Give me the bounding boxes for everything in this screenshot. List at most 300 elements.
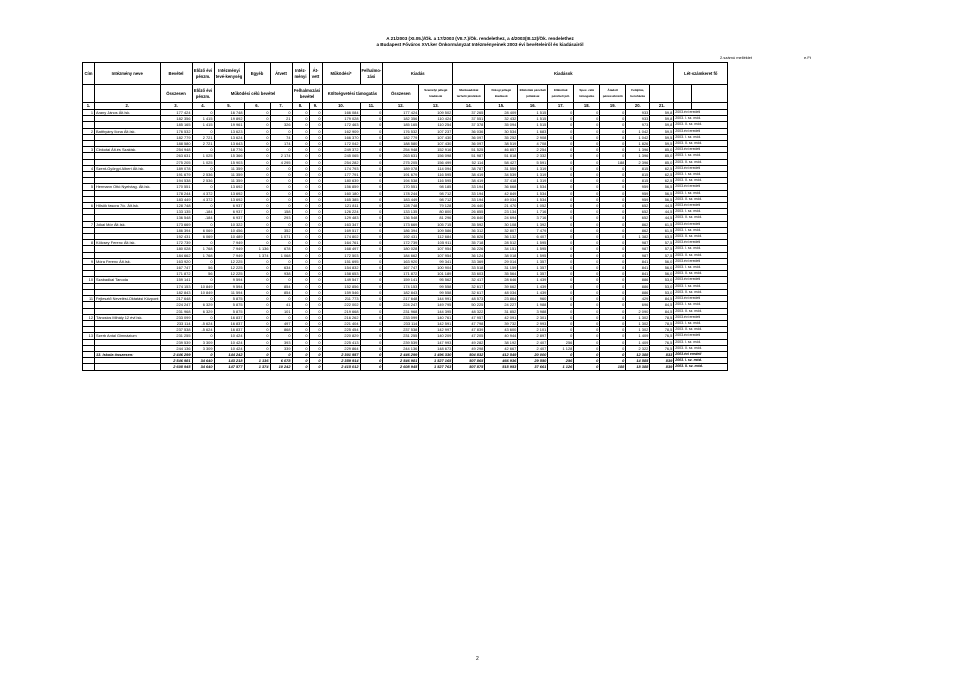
cell-value: 0 (360, 289, 383, 295)
cell-value: 0 (244, 283, 270, 289)
cell-value: 31 559 (485, 165, 518, 171)
cell-value: 2 536 (192, 178, 214, 184)
cell-value: 0 (244, 184, 270, 190)
cell-value: 10 424 (214, 333, 244, 339)
cell-value: 1 302 (626, 314, 650, 320)
cell-value: 76,5 (650, 333, 674, 339)
cell-value: 0 (292, 265, 309, 271)
cell-value: 0 (574, 116, 600, 122)
cell-value: 35 252 (485, 134, 518, 140)
version-label: 2003.évi eredeti (674, 240, 728, 246)
cell-value: 0 (244, 190, 270, 196)
cell-value: 80 800 (419, 209, 453, 215)
cell-value: 211 773 (322, 296, 360, 302)
cell-value: 177 424 (160, 110, 192, 116)
cell-value: 0 (270, 147, 292, 153)
cell-value: 0 (574, 203, 600, 209)
cell-value: 172 042 (322, 141, 360, 147)
cell-value: 0 (574, 234, 600, 240)
cell-value: 0 (574, 339, 600, 345)
row-number: 3 (83, 147, 95, 153)
cell-value: 1 136 (244, 358, 270, 364)
cell-value: 3 309 (192, 345, 214, 351)
cell-value: 51 987 (453, 153, 485, 159)
cell-value: 841 (626, 258, 650, 264)
cell-value: 36 132 (485, 234, 518, 240)
cell-value: 231 255 (160, 333, 192, 339)
cell-value: 38 419 (453, 172, 485, 178)
version-label: 2003. II. sz. mód. (674, 271, 728, 277)
cell-value: 0 (600, 358, 626, 364)
cell-value: 0 (600, 141, 626, 147)
cell-value: 0 (360, 302, 383, 308)
column-number: 18. (574, 103, 600, 110)
cell-value: 78,5 (650, 314, 674, 320)
cell-value: 4 372 (192, 196, 214, 202)
cell-value: 263 631 (383, 153, 419, 159)
column-number: 15. (485, 103, 518, 110)
cell-value: 38 519 (485, 141, 518, 147)
cell-value: 136 548 (160, 215, 192, 221)
cell-value: 36 312 (453, 227, 485, 233)
cell-value: 0 (292, 234, 309, 240)
cell-value: 85,0 (650, 159, 674, 165)
cell-value: 10 424 (214, 339, 244, 345)
cell-value: 0 (600, 252, 626, 258)
cell-value: 21 470 (485, 203, 518, 209)
cell-value: 0 (574, 196, 600, 202)
cell-value: 0 (270, 277, 292, 283)
cell-value: 0 (360, 252, 383, 258)
cell-value: 2 174 (270, 153, 292, 159)
cell-value: 56,0 (650, 258, 674, 264)
cell-value: 0 (600, 227, 626, 233)
cell-value: 38 419 (453, 178, 485, 184)
row-number: 2 (83, 128, 95, 134)
cell-value: 224 247 (383, 302, 419, 308)
cell-value: 166 084 (322, 110, 360, 116)
cell-value: 99 558 (419, 283, 453, 289)
column-number: 10. (322, 103, 360, 110)
cell-value: 0 (244, 110, 270, 116)
cell-value: 0 (244, 153, 270, 159)
cell-value: 1 595 (518, 240, 548, 246)
column-number-row (83, 103, 728, 110)
row-number: 9 (83, 258, 95, 264)
cell-value: 0 (292, 190, 309, 196)
cell-value: 7 949 (214, 246, 244, 252)
col-kiadas: Kiadás (383, 63, 453, 85)
cell-value: 62,5 (650, 172, 674, 178)
version-label: 2003. II. sz. mód. (674, 234, 728, 240)
cell-value: 237 538 (160, 327, 192, 333)
cell-value: 98 712 (419, 190, 453, 196)
cell-value: 0 (192, 110, 214, 116)
cell-value: 0 (360, 203, 383, 209)
cell-value: 28 512 (485, 240, 518, 246)
cell-value: 0 (309, 271, 322, 277)
version-label: 2003. II. sz. mód. (674, 308, 728, 314)
cell-value: 5 591 (518, 159, 548, 165)
cell-value: 0 (244, 221, 270, 227)
cell-value: 219 668 (322, 308, 360, 314)
cell-value: 59,5 (650, 141, 674, 147)
cell-value: 30 534 (485, 128, 518, 134)
cell-value: 6 069 (192, 234, 214, 240)
cell-value: 38 192 (485, 339, 518, 345)
cell-value: 35 592 (453, 221, 485, 227)
cell-value: 987 (626, 240, 650, 246)
cell-value: 0 (360, 122, 383, 128)
cell-value: 0 (192, 314, 214, 320)
cell-value: 0 (309, 147, 322, 153)
cell-value: 0 (600, 215, 626, 221)
cell-value: 0 (600, 327, 626, 333)
institution-name: Arany János Ált.Isk. (95, 110, 161, 116)
cell-value: 47 205 (453, 333, 485, 339)
cell-value: 959 (626, 196, 650, 202)
cell-value: 839 (650, 364, 674, 370)
cell-value: 1 136 (244, 246, 270, 252)
cell-value: 1 534 (518, 184, 548, 190)
cell-value: 0 (244, 209, 270, 215)
institution-name: Móra Ferenc Ált.Isk. (95, 258, 161, 264)
unit-label: e.Ft (804, 55, 811, 60)
cell-value: 217 648 (383, 296, 419, 302)
cell-value: 95 562 (419, 277, 453, 283)
cell-value: 1 042 (626, 134, 650, 140)
cell-value: 0 (360, 296, 383, 302)
cell-value: 0 (244, 215, 270, 221)
cell-value: 163 920 (160, 258, 192, 264)
cell-value: 0 (244, 159, 270, 165)
cell-value: 144 395 (419, 308, 453, 314)
cell-value: 0 (360, 339, 383, 345)
cell-value: 184 662 (383, 252, 419, 258)
cell-value: 0 (292, 302, 309, 308)
cell-value: 33 194 (453, 196, 485, 202)
version-label: 2003. II. sz. mód. (674, 141, 728, 147)
cell-value: 0 (574, 184, 600, 190)
col-bevetel: Bevétel (160, 63, 192, 85)
cell-value: 186 394 (383, 227, 419, 233)
cell-value: 0 (548, 110, 574, 116)
cell-value: 0 (244, 320, 270, 326)
cell-value: 0 (244, 165, 270, 171)
cell-value: 12 225 (214, 258, 244, 264)
cell-value: 0 (600, 110, 626, 116)
cell-value: 0 (360, 128, 383, 134)
cell-value: 162 909 (322, 128, 360, 134)
cell-value: 0 (270, 203, 292, 209)
cell-value: 2 993 (518, 320, 548, 326)
cell-value: 62,5 (650, 178, 674, 184)
column-number: 2. (95, 103, 161, 110)
cell-value: 0 (244, 265, 270, 271)
cell-value: 0 (309, 190, 322, 196)
column-number: 11. (360, 103, 383, 110)
cell-value: 1 396 (626, 153, 650, 159)
cell-value: 0 (548, 302, 574, 308)
cell-value: 254 948 (383, 147, 419, 153)
version-label: 2003.évi eredeti (674, 203, 728, 209)
cell-value: 0 (292, 209, 309, 215)
cell-value: 28 409 (485, 110, 518, 116)
cell-value: 0 (600, 116, 626, 122)
cell-value: 0 (600, 209, 626, 215)
cell-value: 182 843 (160, 289, 192, 295)
cell-value: 0 (292, 271, 309, 277)
cell-value: 183 449 (383, 196, 419, 202)
cell-value: 32 432 (485, 116, 518, 122)
cell-value: 225 413 (322, 339, 360, 345)
cell-value: 53,0 (650, 289, 674, 295)
cell-value: 16 837 (214, 320, 244, 326)
cell-value: 1 042 (626, 128, 650, 134)
cell-value: 59,8 (650, 110, 674, 116)
cell-value: 497 (270, 320, 292, 326)
cell-value: 182 779 (383, 134, 419, 140)
column-number: 8. (292, 103, 309, 110)
cell-value: 32 807 (485, 227, 518, 233)
cell-value: -184 (192, 215, 214, 221)
cell-value: 10 322 (214, 221, 244, 227)
cell-value: 159 141 (383, 277, 419, 283)
cell-value: 0 (309, 289, 322, 295)
cell-value: 0 (270, 128, 292, 134)
cell-value: 0 (574, 221, 600, 227)
institution-name: Batthyány Ilona Ált.Isk. (95, 128, 161, 134)
cell-value: 0 (600, 165, 626, 171)
cell-value: 0 (309, 215, 322, 221)
cell-value: 159 141 (160, 277, 192, 283)
cell-value: 0 (244, 116, 270, 122)
col-osszesen: Összesen (160, 85, 192, 103)
col-felhalm: Felhalmo-zási (360, 63, 383, 85)
institution-name: Szerb Antal Gimnázium (95, 333, 161, 339)
cell-value: 0 (574, 296, 600, 302)
row-number: 6 (83, 203, 95, 209)
cell-value: 186 394 (160, 227, 192, 233)
cell-value: 74 (270, 134, 292, 140)
institution-name: Szent-Györgyi Albert Ált.Isk. (95, 165, 161, 171)
cell-value: 154 832 (322, 265, 360, 271)
cell-value: 140 209 (419, 333, 453, 339)
cell-value: 172 739 (383, 240, 419, 246)
cell-value: 1 515 (518, 122, 548, 128)
cell-value: 0 (548, 141, 574, 147)
cell-value: 107 237 (419, 128, 453, 134)
cell-value: 1 415 (192, 122, 214, 128)
cell-value: 182 779 (160, 134, 192, 140)
cell-value: 0 (244, 141, 270, 147)
cell-value: 233 114 (383, 320, 419, 326)
cell-value: 0 (192, 258, 214, 264)
cell-value: 886 (626, 289, 650, 295)
cell-value: 0 (600, 134, 626, 140)
cell-value: 275 205 (383, 159, 419, 165)
cell-value: 0 (574, 314, 600, 320)
cell-value: 13 692 (214, 190, 244, 196)
col-intezmenyi: Intézményi tevé-kenység (214, 63, 244, 85)
cell-value: 0 (292, 110, 309, 116)
version-label: 2003. I. sz. mód. (674, 339, 728, 345)
cell-value: 0 (309, 320, 322, 326)
cell-value: 231 968 (383, 308, 419, 314)
cell-value: 36 036 (453, 128, 485, 134)
cell-value: 178 244 (383, 190, 419, 196)
cell-value: 18 776 (214, 147, 244, 153)
cell-value: 0 (548, 116, 574, 122)
cell-value: 16 837 (214, 314, 244, 320)
cell-value: 44,5 (650, 203, 674, 209)
cell-value: 0 (309, 265, 322, 271)
cell-value: 109 586 (419, 227, 453, 233)
cell-value: 0 (244, 302, 270, 308)
cell-value: 0 (360, 308, 383, 314)
cell-value: 0 (548, 333, 574, 339)
cell-value: 44,5 (650, 215, 674, 221)
cell-value: 191 679 (160, 172, 192, 178)
cell-value: 0 (574, 172, 600, 178)
cell-value: 182 356 (383, 116, 419, 122)
cell-value: 0 (309, 184, 322, 190)
cell-value: 339 (270, 345, 292, 351)
cell-value: 11 359 (214, 178, 244, 184)
cell-value: 0 (244, 122, 270, 128)
cell-value: 0 (574, 165, 600, 171)
cell-value: 0 (360, 320, 383, 326)
cell-value: 0 (244, 258, 270, 264)
cell-value: 147 993 (419, 339, 453, 345)
cell-value: 151 695 (322, 258, 360, 264)
version-label: 2003. I. sz. mód. (674, 283, 728, 289)
cell-value: 3 309 (192, 339, 214, 345)
cell-value: 0 (292, 277, 309, 283)
sum-row (83, 364, 728, 370)
cell-value: 0 (292, 141, 309, 147)
cell-value: 0 (309, 122, 322, 128)
cell-value: 1 534 (518, 196, 548, 202)
cell-value: 1 515 (518, 116, 548, 122)
cell-value: 2 359 914 (322, 358, 360, 364)
version-label: 2003. I. sz. mód. (674, 209, 728, 215)
cell-value: 696 (626, 302, 650, 308)
cell-value: 53,0 (650, 277, 674, 283)
version-label: 2003. II. sz. mód. (674, 327, 728, 333)
cell-value: 841 (626, 265, 650, 271)
cell-value: 142 997 (419, 327, 453, 333)
cell-value: 0 (270, 240, 292, 246)
cell-value: 0 (548, 240, 574, 246)
version-label: 2003.évi eredeti (674, 110, 728, 116)
cell-value: 0 (548, 203, 574, 209)
cell-value: 0 (309, 227, 322, 233)
cell-value: 2 254 (518, 147, 548, 153)
cell-value: 57,5 (650, 240, 674, 246)
cell-value: 0 (600, 345, 626, 351)
row-number: 12 (83, 314, 95, 320)
cell-value: 0 (574, 320, 600, 326)
cell-value: 0 (309, 333, 322, 339)
cell-value: 0 (600, 147, 626, 153)
cell-value: 2 897 (518, 333, 548, 339)
cell-value: 220 829 (322, 333, 360, 339)
cell-value: 0 (292, 165, 309, 171)
cell-value: 0 (270, 184, 292, 190)
cell-value: 57,5 (650, 246, 674, 252)
cell-value: 107 430 (419, 134, 453, 140)
cell-value: 5 875 (214, 296, 244, 302)
cell-value: 6 937 (214, 209, 244, 215)
cell-value: 180 028 (160, 246, 192, 252)
cell-value: 50 225 (453, 302, 485, 308)
cell-value: 33 194 (453, 184, 485, 190)
cell-value: 183 449 (160, 196, 192, 202)
cell-value: 32 617 (453, 289, 485, 295)
cell-value: 156 499 (419, 159, 453, 165)
cell-value: 256 (548, 339, 574, 345)
cell-value: 854 (270, 283, 292, 289)
cell-value: 163 347 (322, 221, 360, 227)
cell-value: 63,5 (650, 234, 674, 240)
cell-value: 0 (309, 128, 322, 134)
version-label: 2003.évi eredeti (674, 333, 728, 339)
cell-value: 59,5 (650, 128, 674, 134)
cell-value: 79 128 (419, 203, 453, 209)
cell-value: 61,5 (650, 227, 674, 233)
cell-value: 1 527 165 (419, 358, 453, 364)
cell-value: 1 025 (192, 153, 214, 159)
cell-value: 0 (360, 110, 383, 116)
cell-value: 101 (270, 308, 292, 314)
cell-value: 0 (600, 296, 626, 302)
version-label: 2003. I. sz. mód. (674, 153, 728, 159)
cell-value: 0 (600, 308, 626, 314)
cell-value: 192 431 (160, 234, 192, 240)
cell-value: 174 153 (383, 283, 419, 289)
cell-value: 938 (270, 271, 292, 277)
cell-value: 0 (309, 308, 322, 314)
cell-value: 57,5 (650, 252, 674, 258)
cell-value: 1 357 (518, 265, 548, 271)
version-label: 2003.évi eredeti (674, 184, 728, 190)
cell-value: 107 954 (419, 246, 453, 252)
cell-value: 36 668 (485, 184, 518, 190)
cell-value: 0 (309, 134, 322, 140)
cell-value: 0 (270, 314, 292, 320)
cell-value: 1 357 (518, 271, 548, 277)
cell-value: 2 721 (192, 134, 214, 140)
cell-value: 6 069 (192, 227, 214, 233)
cell-value: 0 (360, 190, 383, 196)
cell-value: 148 673 (419, 345, 453, 351)
cell-value: 171 872 (160, 271, 192, 277)
cell-value: 0 (244, 314, 270, 320)
cell-value: 81 296 (419, 215, 453, 221)
cell-value: 173 669 (160, 221, 192, 227)
cell-value: 158 (270, 209, 292, 215)
cell-value: 184 662 (160, 252, 192, 258)
cell-value: 0 (192, 277, 214, 283)
cell-value: 0 (309, 203, 322, 209)
cell-value: 56,0 (650, 265, 674, 271)
cell-value: 249 372 (322, 147, 360, 153)
cell-value: 515 953 (485, 364, 518, 370)
institution-name: Jókai Mór Ált.Isk. (95, 221, 161, 227)
cell-value: 1 409 (626, 339, 650, 345)
cell-value: 0 (309, 240, 322, 246)
